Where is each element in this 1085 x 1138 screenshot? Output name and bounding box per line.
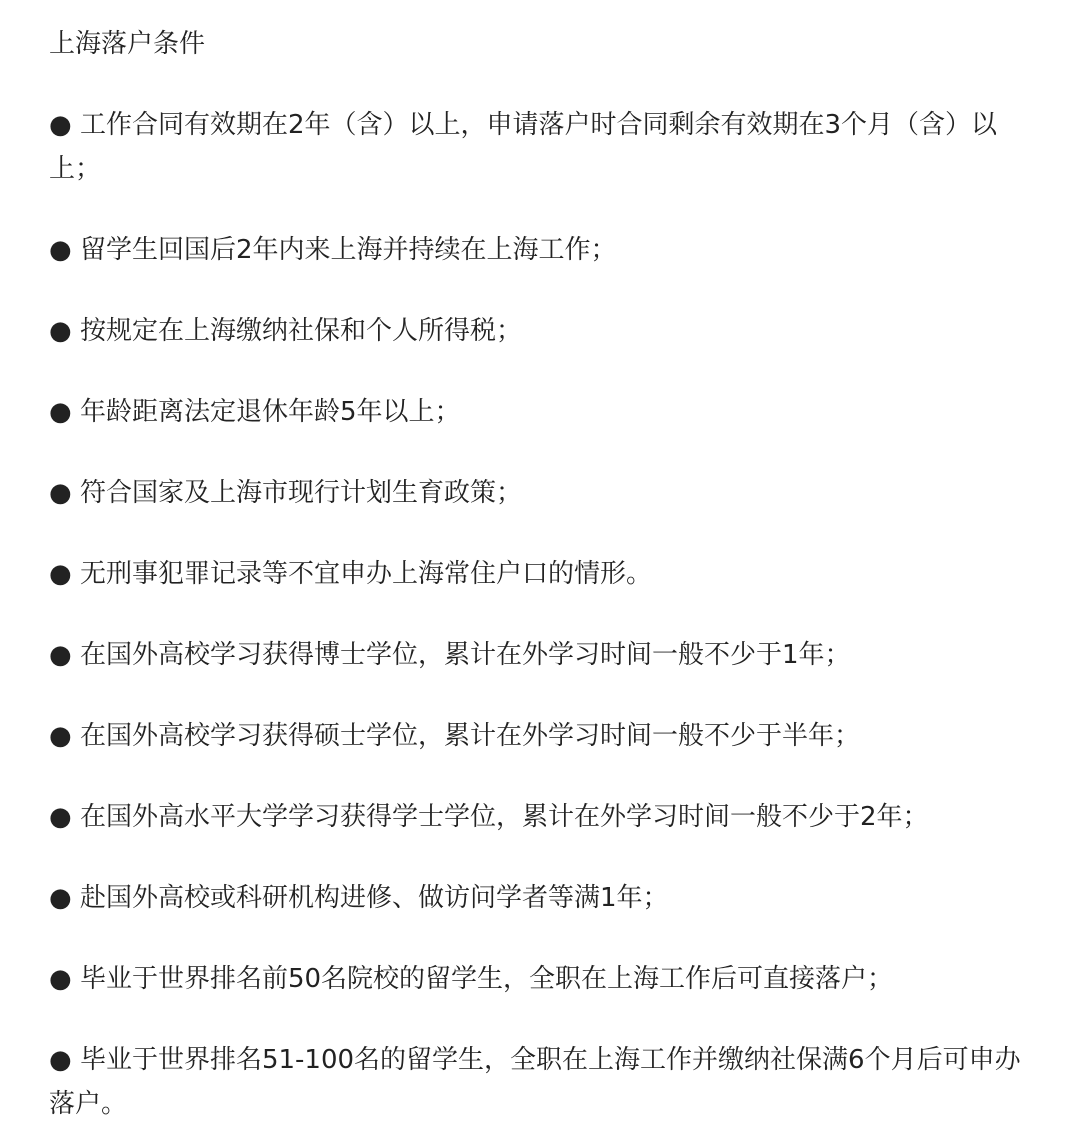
list-item: ● 年龄距离法定退休年龄5年以上； [49,397,461,427]
list-item: ● 毕业于世界排名51-100名的留学生，全职在上海工作并缴纳社保满6个月后可申办落户。 [49,1045,1021,1119]
list-item: ● 在国外高校学习获得硕士学位，累计在外学习时间一般不少于半年； [49,721,860,751]
list-item: ● 符合国家及上海市现行计划生育政策； [49,478,522,508]
page-title: 上海落户条件 [49,29,206,59]
list-item: ● 工作合同有效期在2年（含）以上，申请落户时合同剩余有效期在3个月（含）以上； [49,110,998,184]
list-item: ● 在国外高水平大学学习获得学士学位，累计在外学习时间一般不少于2年； [49,802,929,832]
list-item: ● 按规定在上海缴纳社保和个人所得税； [49,316,522,346]
list-item: ● 毕业于世界排名前50名院校的留学生，全职在上海工作后可直接落户； [49,964,894,994]
list-item: ● 无刑事犯罪记录等不宜申办上海常住户口的情形。 [49,559,652,589]
list-item: ● 留学生回国后2年内来上海并持续在上海工作； [49,235,617,265]
list-item: ● 赴国外高校或科研机构进修、做访问学者等满1年； [49,883,669,913]
list-item: ● 在国外高校学习获得博士学位，累计在外学习时间一般不少于1年； [49,640,851,670]
